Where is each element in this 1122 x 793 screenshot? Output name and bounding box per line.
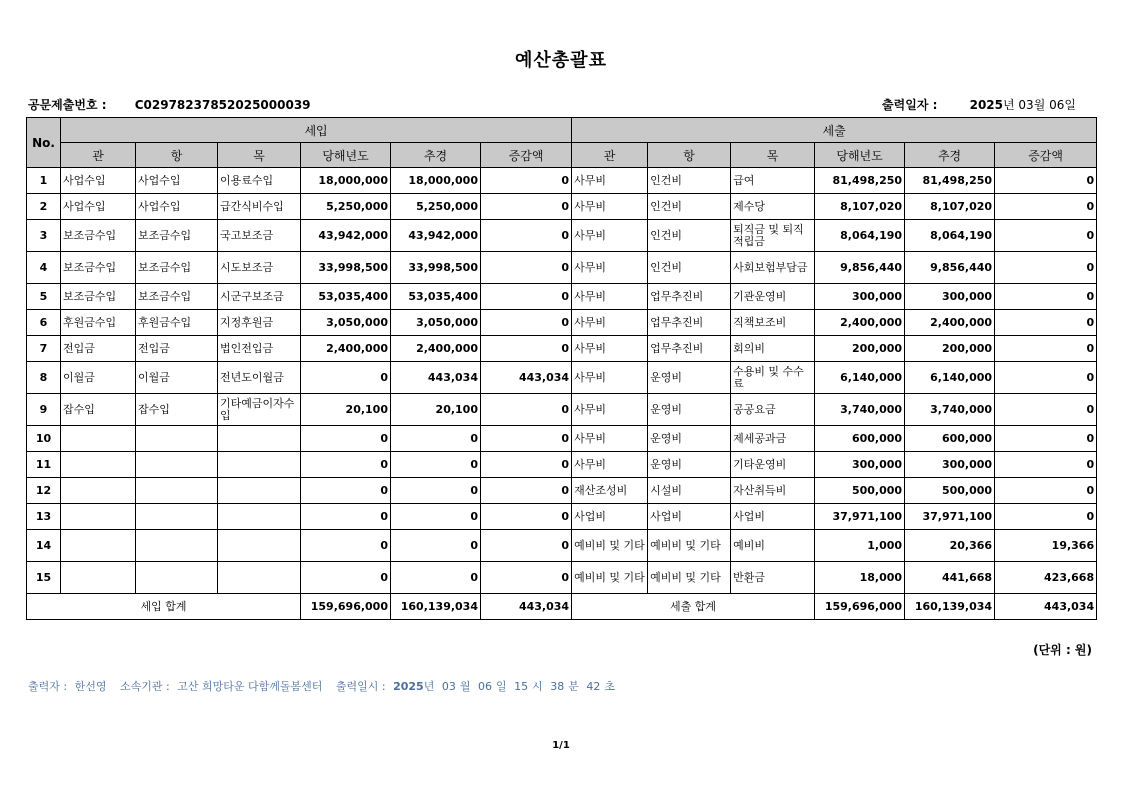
income-supplementary-cell: 0 [391,530,481,562]
income-gwan-cell [61,426,136,452]
income-hang-cell [136,504,218,530]
income-hang-cell: 보조금수입 [136,220,218,252]
income-mok-cell: 급간식비수입 [218,194,301,220]
expense-hang-cell: 시설비 [648,478,731,504]
income-change-cell: 0 [481,562,572,594]
income-hang-cell: 보조금수입 [136,284,218,310]
row-number: 6 [27,310,61,336]
expense-supplementary-cell: 600,000 [905,426,995,452]
expense-supplementary-cell: 9,856,440 [905,252,995,284]
table-row [27,394,1097,426]
expense-current-cell: 600,000 [815,426,905,452]
table-row [27,336,1097,362]
table-row [27,310,1097,336]
expense-supplementary-cell: 300,000 [905,284,995,310]
unit-note: (단위 : 원) [1033,643,1092,657]
expense-mok-cell: 사회보험부담금 [731,252,815,284]
income-current-cell: 0 [301,478,391,504]
income-current-cell: 53,035,400 [301,284,391,310]
income-mok-cell [218,426,301,452]
row-number: 10 [27,426,61,452]
expense-gwan-cell: 사무비 [572,194,648,220]
expense-current-cell: 300,000 [815,452,905,478]
expense-supplementary-cell: 8,107,020 [905,194,995,220]
expense-gwan-cell: 사무비 [572,252,648,284]
print-date-value: 2025년 03월 06일 [969,98,1076,112]
expense-mok-cell: 공공요금 [731,394,815,426]
expense-gwan-cell: 사무비 [572,220,648,252]
expense-mok-cell: 기타운영비 [731,452,815,478]
income-change-cell: 0 [481,284,572,310]
header-subrow [27,143,1097,168]
expense-mok-cell: 예비비 [731,530,815,562]
income-hang-cell [136,426,218,452]
income-change-cell: 0 [481,336,572,362]
income-change-cell: 0 [481,168,572,194]
income-current-cell: 18,000,000 [301,168,391,194]
header-expense-hang: 항 [648,143,731,168]
expense-gwan-cell: 사무비 [572,452,648,478]
expense-current-cell: 3,740,000 [815,394,905,426]
row-number: 11 [27,452,61,478]
row-number: 15 [27,562,61,594]
expense-hang-cell: 예비비 및 기타 [648,530,731,562]
expense-mok-cell: 급여 [731,168,815,194]
printer-label: 출력자 : [28,680,68,693]
expense-change-cell: 0 [995,394,1097,426]
expense-hang-cell: 인건비 [648,168,731,194]
expense-supplementary-cell: 3,740,000 [905,394,995,426]
table-row [27,194,1097,220]
row-number: 12 [27,478,61,504]
income-total-label: 세입 합계 [27,594,301,620]
expense-change-cell: 0 [995,168,1097,194]
income-hang-cell: 사업수입 [136,168,218,194]
income-mok-cell: 시군구보조금 [218,284,301,310]
row-number: 14 [27,530,61,562]
expense-mok-cell: 사업비 [731,504,815,530]
income-supplementary-cell: 20,100 [391,394,481,426]
income-supplementary-cell: 0 [391,478,481,504]
expense-gwan-cell: 사무비 [572,310,648,336]
expense-total-current: 159,696,000 [815,594,905,620]
expense-change-cell: 0 [995,284,1097,310]
row-number: 8 [27,362,61,394]
income-supplementary-cell: 0 [391,426,481,452]
income-gwan-cell [61,452,136,478]
table-row [27,362,1097,394]
table-row [27,504,1097,530]
income-supplementary-cell: 3,050,000 [391,310,481,336]
expense-gwan-cell: 사무비 [572,168,648,194]
expense-gwan-cell: 사무비 [572,362,648,394]
expense-hang-cell: 업무추진비 [648,284,731,310]
income-gwan-cell [61,562,136,594]
income-supplementary-cell: 443,034 [391,362,481,394]
expense-mok-cell: 제수당 [731,194,815,220]
income-gwan-cell [61,478,136,504]
income-current-cell: 0 [301,452,391,478]
expense-hang-cell: 예비비 및 기타 [648,562,731,594]
expense-current-cell: 2,400,000 [815,310,905,336]
header-expense-gwan: 관 [572,143,648,168]
expense-current-cell: 8,064,190 [815,220,905,252]
expense-total-label: 세출 합계 [572,594,815,620]
expense-change-cell: 0 [995,252,1097,284]
expense-gwan-cell: 사무비 [572,394,648,426]
expense-supplementary-cell: 300,000 [905,452,995,478]
header-income: 세입 [61,118,572,143]
header-income-gwan: 관 [61,143,136,168]
header-expense-change: 증감액 [995,143,1097,168]
header-income-mok: 목 [218,143,301,168]
income-hang-cell [136,478,218,504]
expense-supplementary-cell: 81,498,250 [905,168,995,194]
income-gwan-cell: 이월금 [61,362,136,394]
expense-hang-cell: 인건비 [648,252,731,284]
row-number: 5 [27,284,61,310]
income-total-current: 159,696,000 [301,594,391,620]
income-supplementary-cell: 53,035,400 [391,284,481,310]
income-gwan-cell [61,530,136,562]
totals-row [27,594,1097,620]
income-current-cell: 0 [301,504,391,530]
row-number: 3 [27,220,61,252]
income-gwan-cell: 사업수입 [61,194,136,220]
income-change-cell: 0 [481,194,572,220]
table-row [27,168,1097,194]
header-income-current: 당해년도 [301,143,391,168]
expense-supplementary-cell: 200,000 [905,336,995,362]
header-income-supplementary: 추경 [391,143,481,168]
income-mok-cell [218,562,301,594]
header-income-hang: 항 [136,143,218,168]
income-mok-cell: 전년도이월금 [218,362,301,394]
income-gwan-cell: 보조금수입 [61,252,136,284]
row-number: 13 [27,504,61,530]
income-mok-cell: 지정후원금 [218,310,301,336]
table-row [27,284,1097,310]
income-gwan-cell: 잡수입 [61,394,136,426]
expense-current-cell: 6,140,000 [815,362,905,394]
expense-change-cell: 0 [995,220,1097,252]
doc-number-label: 공문제출번호 : [28,98,107,112]
budget-summary-table [26,117,1097,620]
income-hang-cell [136,562,218,594]
org-name: 고산 희망타운 다함께돌봄센터 [177,680,323,693]
income-hang-cell: 이월금 [136,362,218,394]
row-number: 4 [27,252,61,284]
expense-mok-cell: 기관운영비 [731,284,815,310]
row-number: 7 [27,336,61,362]
income-current-cell: 33,998,500 [301,252,391,284]
income-total-change: 443,034 [481,594,572,620]
expense-current-cell: 8,107,020 [815,194,905,220]
expense-supplementary-cell: 500,000 [905,478,995,504]
income-mok-cell [218,478,301,504]
expense-current-cell: 37,971,100 [815,504,905,530]
income-change-cell: 0 [481,504,572,530]
expense-hang-cell: 사업비 [648,504,731,530]
expense-current-cell: 9,856,440 [815,252,905,284]
income-hang-cell [136,530,218,562]
income-current-cell: 20,100 [301,394,391,426]
page-title: 예산총괄표 [515,50,607,71]
expense-mok-cell: 직책보조비 [731,310,815,336]
expense-hang-cell: 운영비 [648,426,731,452]
income-change-cell: 443,034 [481,362,572,394]
expense-hang-cell: 업무추진비 [648,336,731,362]
table-row [27,530,1097,562]
doc-number [28,96,311,113]
income-change-cell: 0 [481,220,572,252]
income-supplementary-cell: 0 [391,452,481,478]
expense-gwan-cell: 사무비 [572,284,648,310]
expense-current-cell: 81,498,250 [815,168,905,194]
expense-mok-cell: 회의비 [731,336,815,362]
expense-supplementary-cell: 8,064,190 [905,220,995,252]
expense-change-cell: 0 [995,504,1097,530]
printed-at-label: 출력일시 : [335,680,386,693]
income-supplementary-cell: 43,942,000 [391,220,481,252]
income-current-cell: 3,050,000 [301,310,391,336]
expense-total-change: 443,034 [995,594,1097,620]
expense-hang-cell: 업무추진비 [648,310,731,336]
income-current-cell: 5,250,000 [301,194,391,220]
income-supplementary-cell: 18,000,000 [391,168,481,194]
expense-mok-cell: 수용비 및 수수료 [731,362,815,394]
header-expense-current: 당해년도 [815,143,905,168]
table-row [27,426,1097,452]
income-mok-cell: 이용료수입 [218,168,301,194]
income-current-cell: 43,942,000 [301,220,391,252]
expense-gwan-cell: 사업비 [572,504,648,530]
income-mok-cell: 시도보조금 [218,252,301,284]
page-number: 1/1 [552,740,570,751]
printer-name: 한선영 [74,680,107,693]
income-mok-cell: 국고보조금 [218,220,301,252]
income-mok-cell [218,452,301,478]
income-supplementary-cell: 5,250,000 [391,194,481,220]
expense-supplementary-cell: 2,400,000 [905,310,995,336]
income-current-cell: 0 [301,530,391,562]
expense-supplementary-cell: 441,668 [905,562,995,594]
header-income-change: 증감액 [481,143,572,168]
print-date-label: 출력일자 : [882,98,938,112]
income-change-cell: 0 [481,394,572,426]
printed-at-value: 2025년 03 월 06 일 15 시 38 분 42 초 [393,680,616,693]
header-expense-mok: 목 [731,143,815,168]
income-supplementary-cell: 33,998,500 [391,252,481,284]
expense-current-cell: 200,000 [815,336,905,362]
expense-gwan-cell: 재산조성비 [572,478,648,504]
org-label: 소속기관 : [119,680,170,693]
table-row [27,220,1097,252]
header-expense: 세출 [572,118,1097,143]
print-date [882,96,1076,113]
income-hang-cell: 보조금수입 [136,252,218,284]
expense-current-cell: 500,000 [815,478,905,504]
expense-current-cell: 18,000 [815,562,905,594]
expense-hang-cell: 인건비 [648,220,731,252]
income-gwan-cell: 보조금수입 [61,284,136,310]
row-number: 1 [27,168,61,194]
expense-hang-cell: 운영비 [648,394,731,426]
income-mok-cell [218,504,301,530]
income-gwan-cell [61,504,136,530]
expense-change-cell: 19,366 [995,530,1097,562]
expense-change-cell: 0 [995,194,1097,220]
expense-supplementary-cell: 37,971,100 [905,504,995,530]
income-change-cell: 0 [481,426,572,452]
expense-hang-cell: 운영비 [648,362,731,394]
expense-gwan-cell: 예비비 및 기타 [572,562,648,594]
expense-mok-cell: 반환금 [731,562,815,594]
income-mok-cell: 법인전입금 [218,336,301,362]
income-change-cell: 0 [481,530,572,562]
expense-gwan-cell: 예비비 및 기타 [572,530,648,562]
income-supplementary-cell: 0 [391,562,481,594]
expense-change-cell: 0 [995,478,1097,504]
income-mok-cell [218,530,301,562]
expense-mok-cell: 제세공과금 [731,426,815,452]
income-current-cell: 0 [301,426,391,452]
income-hang-cell: 전입금 [136,336,218,362]
table-row [27,452,1097,478]
row-number: 2 [27,194,61,220]
expense-total-supplementary: 160,139,034 [905,594,995,620]
income-hang-cell [136,452,218,478]
income-gwan-cell: 사업수입 [61,168,136,194]
expense-change-cell: 0 [995,452,1097,478]
expense-hang-cell: 운영비 [648,452,731,478]
income-hang-cell: 사업수입 [136,194,218,220]
income-supplementary-cell: 2,400,000 [391,336,481,362]
expense-current-cell: 300,000 [815,284,905,310]
income-gwan-cell: 전입금 [61,336,136,362]
income-current-cell: 2,400,000 [301,336,391,362]
income-change-cell: 0 [481,252,572,284]
expense-gwan-cell: 사무비 [572,336,648,362]
income-change-cell: 0 [481,310,572,336]
income-change-cell: 0 [481,452,572,478]
expense-change-cell: 423,668 [995,562,1097,594]
table-row [27,252,1097,284]
expense-mok-cell: 자산취득비 [731,478,815,504]
expense-hang-cell: 인건비 [648,194,731,220]
expense-supplementary-cell: 6,140,000 [905,362,995,394]
expense-change-cell: 0 [995,426,1097,452]
income-change-cell: 0 [481,478,572,504]
table-row [27,562,1097,594]
income-hang-cell: 잡수입 [136,394,218,426]
expense-gwan-cell: 사무비 [572,426,648,452]
income-mok-cell: 기타예금이자수입 [218,394,301,426]
header-expense-supplementary: 추경 [905,143,995,168]
expense-change-cell: 0 [995,310,1097,336]
income-current-cell: 0 [301,362,391,394]
row-number: 9 [27,394,61,426]
expense-current-cell: 1,000 [815,530,905,562]
expense-supplementary-cell: 20,366 [905,530,995,562]
header-no: No. [27,118,61,168]
print-footer [28,678,623,694]
income-supplementary-cell: 0 [391,504,481,530]
doc-number-value: C02978237852025000039 [134,98,311,112]
income-hang-cell: 후원금수입 [136,310,218,336]
income-gwan-cell: 후원금수입 [61,310,136,336]
income-gwan-cell: 보조금수입 [61,220,136,252]
expense-change-cell: 0 [995,362,1097,394]
table-row [27,478,1097,504]
expense-change-cell: 0 [995,336,1097,362]
expense-mok-cell: 퇴직금 및 퇴직적립금 [731,220,815,252]
income-total-supplementary: 160,139,034 [391,594,481,620]
income-current-cell: 0 [301,562,391,594]
